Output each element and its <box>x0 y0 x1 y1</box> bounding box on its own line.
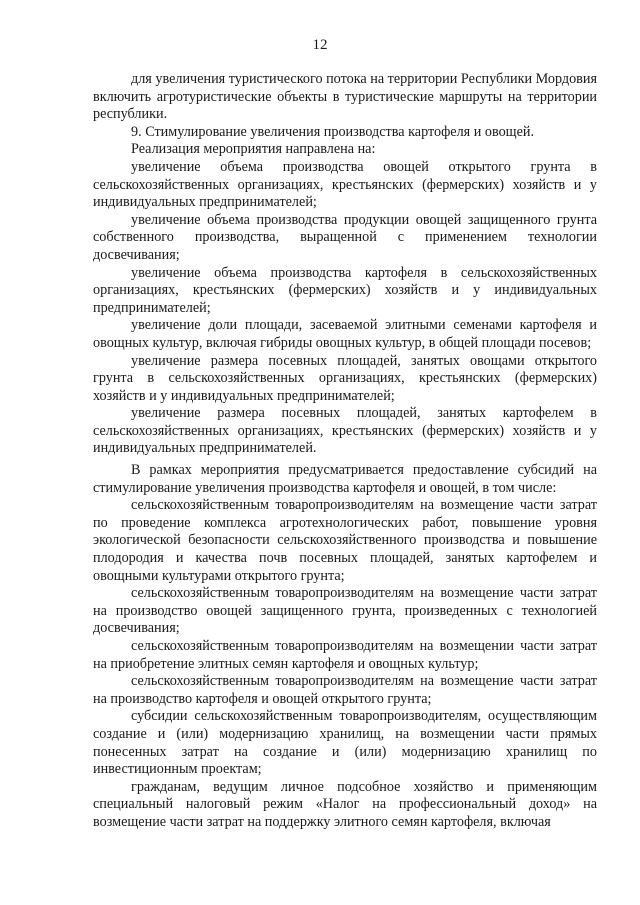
list-item: сельскохозяйственным товаропроизводителям на возмещение части затрат на производство картофеля и овощей открытого грунта; <box>93 673 597 707</box>
page-number: 12 <box>312 37 328 53</box>
section-heading: 9. Стимулирование увеличения производства картофеля и овощей. <box>131 123 535 140</box>
list-item: увеличение размера посевных площадей, занятых овощами открытого грунта в сельскохозяйственных организациях, крестьянских (фермерских) хозяйств и у индивидуальных предпринимателей; <box>93 352 597 404</box>
list-item: сельскохозяйственным товаропроизводителям на возмещении части затрат на приобретение элитных семян картофеля и овощных культур; <box>93 638 597 672</box>
list-item: увеличение объема производства продукции овощей защищенного грунта собственного производства, выращенной с применением технологии досвечивания; <box>93 211 597 263</box>
list-item: увеличение объема производства картофеля в сельскохозяйственных организациях, крестьянских (фермерских) хозяйств и у индивидуальных предпринимателей; <box>93 264 597 316</box>
list-item: увеличение объема производства овощей открытого грунта в сельскохозяйственных организациях, крестьянских (фермерских) хозяйств и у индивидуальных предпринимателей; <box>93 158 597 211</box>
list-item: увеличение размера посевных площадей, занятых картофелем в сельскохозяйственных организациях, крестьянских (фермерских) хозяйств и у индивидуальных предпринимателей. <box>93 405 597 457</box>
list-item: субсидии сельскохозяйственным товаропроизводителям, осуществляющим создание и (или) модернизацию хранилищ, на возмещении части прямых понесенных затрат на создание и (или) модернизацию хранилищ по инвестиционным проектам; <box>93 708 597 778</box>
paragraph: В рамках мероприятия предусматривается предоставление субсидий на стимулирование увеличения производства картофеля и овощей, в том числе: <box>93 462 597 496</box>
paragraph: для увеличения туристического потока на территории Республики Мордовия включить агротуристические объекты в туристические маршруты на территории республики. <box>93 71 597 123</box>
list-item: увеличение доли площади, засеваемой элитными семенами картофеля и овощных культур, включая гибриды овощных культур, в общей площади посевов; <box>93 317 597 351</box>
list-item: сельскохозяйственным товаропроизводителям на возмещение части затрат по проведение комплекса агротехнологических работ, повышение уровня экологической безопасности сельскохозяйственного производства и повышение плодородия и качества почв посевных площадей, занятых картофелем и овощными культурами открытого грунта; <box>93 497 597 584</box>
paragraph: Реализация мероприятия направлена на: <box>131 141 376 158</box>
document-body <box>93 71 597 832</box>
list-item: сельскохозяйственным товаропроизводителям на возмещение части затрат на производство овощей защищенного грунта, произведенных с технологией досвечивания; <box>93 585 597 637</box>
list-item: гражданам, ведущим личное подсобное хозяйство и применяющим специальный налоговый режим «Налог на профессиональный доход» на возмещение части затрат на поддержку элитного семян картофеля, включая <box>93 778 597 830</box>
